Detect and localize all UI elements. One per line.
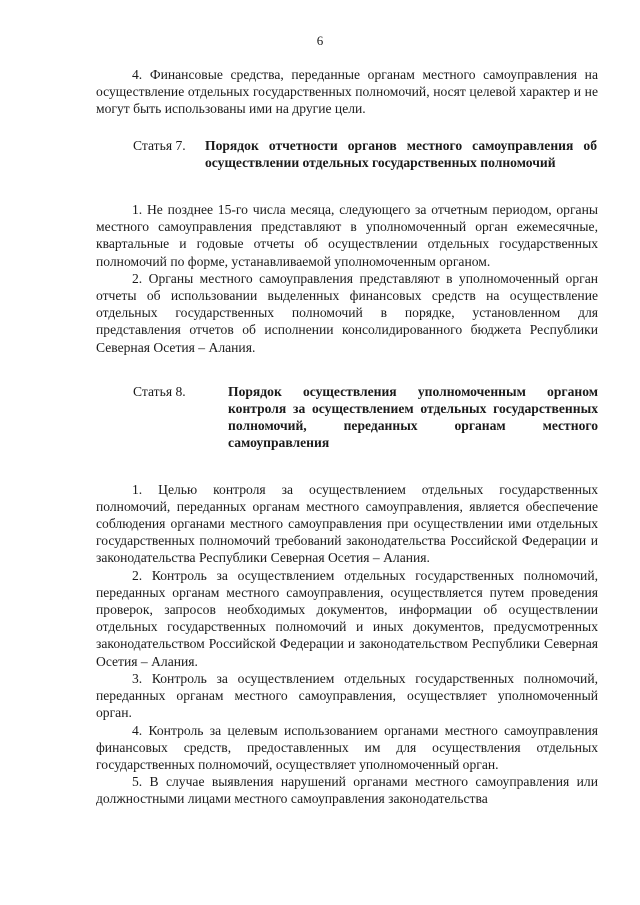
article-7-heading <box>133 137 598 171</box>
article-8-label: Статья 8. <box>133 383 186 399</box>
article-7-paragraph-2: 2. Органы местного самоуправления представляют в уполномоченный орган отчеты об использовании выделенных финансовых средств на осуществление отдельных государственных полномочий в порядке, установленном для представления отчетов об исполнении консолидированного бюджета Республики Северная Осетия – Алания. <box>96 270 598 355</box>
article-7-label: Статья 7. <box>133 137 186 153</box>
article-8-paragraph-2: 2. Контроль за осуществлением отдельных государственных полномочий, переданных органам местного самоуправления, осуществляется путем проведения проверок, запросов необходимых документов, информации об осуществлении отдельных государственных полномочий и иных документов, предусмотренных законодательством Российской Федерации и законодательством Республики Северная Осетия – Алания. <box>96 567 598 669</box>
article-8-heading <box>133 383 598 452</box>
article-8-paragraph-3: 3. Контроль за осуществлением отдельных государственных полномочий, переданных органам местного самоуправления, осуществляет уполномоченный орган. <box>96 670 598 721</box>
article-7-paragraph-1: 1. Не позднее 15-го числа месяца, следующего за отчетным периодом, органы местного самоуправления представляют в уполномоченный орган ежемесячные, квартальные и годовые отчеты об осуществлении отдельных государственных полномочий по форме, устанавливаемой уполномоченным органом. <box>96 202 598 269</box>
article-7-title: Порядок отчетности органов местного самоуправления об осуществлении отдельных государственных полномочий <box>205 137 597 170</box>
article-8-paragraph-1: 1. Целью контроля за осуществлением отдельных государственных полномочий, переданных органам местного самоуправления, является обеспечение соблюдения органами местного самоуправления при осуществлении ими отдельных государственных полномочий требований законодательства Российской Федерации и законодательства Республики Северная Осетия – Алания. <box>96 481 598 566</box>
article-8-title: Порядок осуществления уполномоченным органом контроля за осуществлением отдельных государственных полномочий, переданных органам местного самоуправления <box>228 383 598 451</box>
article-8-paragraph-4: 4. Контроль за целевым использованием органами местного самоуправления финансовых средств, предоставленных им для осуществления отдельных государственных полномочий, осуществляет уполномоченный орган. <box>96 722 598 772</box>
document-body <box>96 66 598 808</box>
page-number: 6 <box>316 33 324 48</box>
article-8-paragraph-5: 5. В случае выявления нарушений органами местного самоуправления или должностными лицами местного самоуправления законодательства <box>96 774 598 807</box>
intro-paragraph: 4. Финансовые средства, переданные органам местного самоуправления на осуществление отдельных государственных полномочий, носят целевой характер и не могут быть использованы ими на другие цели. <box>96 67 598 117</box>
